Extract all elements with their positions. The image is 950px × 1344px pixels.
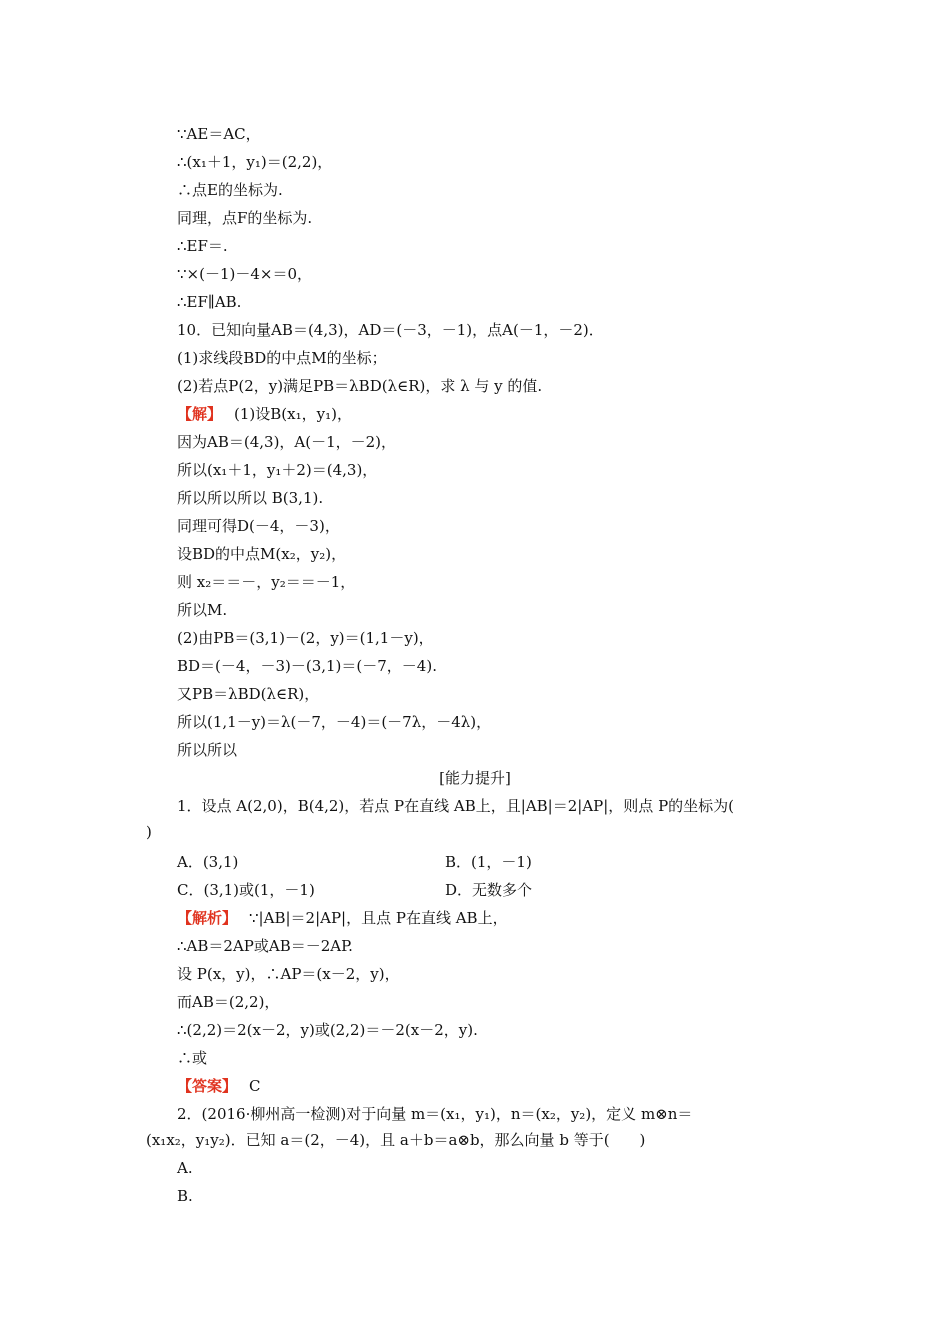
solution-tag: 【解】 [177,405,223,423]
text-line: 而AB＝(2,2)， [177,993,280,1011]
text-line: ∴(x₁＋1，y₁)＝(2,2)， [177,153,333,171]
text-line: 设 P(x，y)，∴AP＝(x－2，y)， [177,965,400,983]
text-line: ∴EF∥AB. [177,293,242,311]
analysis-text: ∵|AB|＝2|AP|，且点 P在直线 AB上， [249,909,508,927]
text-line: 所以(x₁＋1，y₁＋2)＝(4,3)， [177,461,378,479]
answer-tag: 【答案】 [177,1077,238,1095]
option-c: C．(3,1)或(1，－1) [177,881,315,899]
text-line: 因为AB＝(4,3)，A(－1，－2)， [177,433,397,451]
text-line: 同理可得D(－4，－3)， [177,517,340,535]
option-a: A．(3,1) [177,853,239,871]
answer-text: C [249,1077,261,1095]
question-2-stem-cont: (x₁x₂，y₁y₂)．已知 a＝(2，－4)，且 a＋b＝a⊗b，那么向量 b 等于( ) [146,1131,646,1149]
text-line: ∵AE＝AC， [177,125,261,143]
text-line: 所以M. [177,601,228,619]
solution-line [177,404,352,424]
text-line: ∵×(－1)－4×＝0， [177,265,313,283]
text-line: ∴或 [177,1049,208,1067]
text-line: 同理，点F的坐标为. [177,209,313,227]
text-line: 则 x₂＝＝－，y₂＝＝－1， [177,573,356,591]
question-1-stem-cont: ) [146,823,152,841]
text-line: 所以所以 [177,741,238,759]
text-line: ∴EF＝. [177,237,228,255]
text-line: 设BD的中点M(x₂，y₂)， [177,545,347,563]
text-line: 又PB＝λBD(λ∈R)， [177,685,320,703]
solution-text: (1)设B(x₁，y₁)， [234,405,352,423]
question-10-stem: 10．已知向量AB＝(4,3)，AD＝(－3，－1)，点A(－1，－2)． [177,321,604,339]
section-heading: [能力提升] [439,769,511,787]
text-line: ∴点E的坐标为. [177,181,283,199]
text-line: 所以所以所以 B(3,1). [177,489,324,507]
question-1-stem: 1．设点 A(2,0)，B(4,2)，若点 P在直线 AB上，且|AB|＝2|AP|，则点 P的坐标为( [177,797,735,815]
question-2-stem: 2．(2016·柳州高一检测)对于向量 m＝(x₁，y₁)，n＝(x₂，y₂)，定义 m⊗n＝ [177,1105,693,1123]
text-line: BD＝(－4，－3)－(3,1)＝(－7，－4). [177,657,437,675]
text-line: 所以(1,1－y)＝λ(－7，－4)＝(－7λ，－4λ)， [177,713,492,731]
analysis-tag: 【解析】 [177,909,238,927]
question-10-part1: (1)求线段BD的中点M的坐标； [177,349,387,367]
question-2-option-a: A. [177,1159,193,1177]
option-d: D．无数多个 [445,881,533,899]
analysis-line [177,908,508,928]
question-2-option-b: B. [177,1187,193,1205]
text-line: ∴(2,2)＝2(x－2，y)或(2,2)＝－2(x－2，y). [177,1021,478,1039]
text-line: ∴AB＝2AP或AB＝－2AP. [177,937,353,955]
question-10-part2: (2)若点P(2，y)满足PB＝λBD(λ∈R)，求 λ 与 y 的值. [177,377,543,395]
answer-line [177,1076,261,1096]
option-b: B．(1，－1) [445,853,532,871]
text-line: (2)由PB＝(3,1)－(2，y)＝(1,1－y)， [177,629,434,647]
